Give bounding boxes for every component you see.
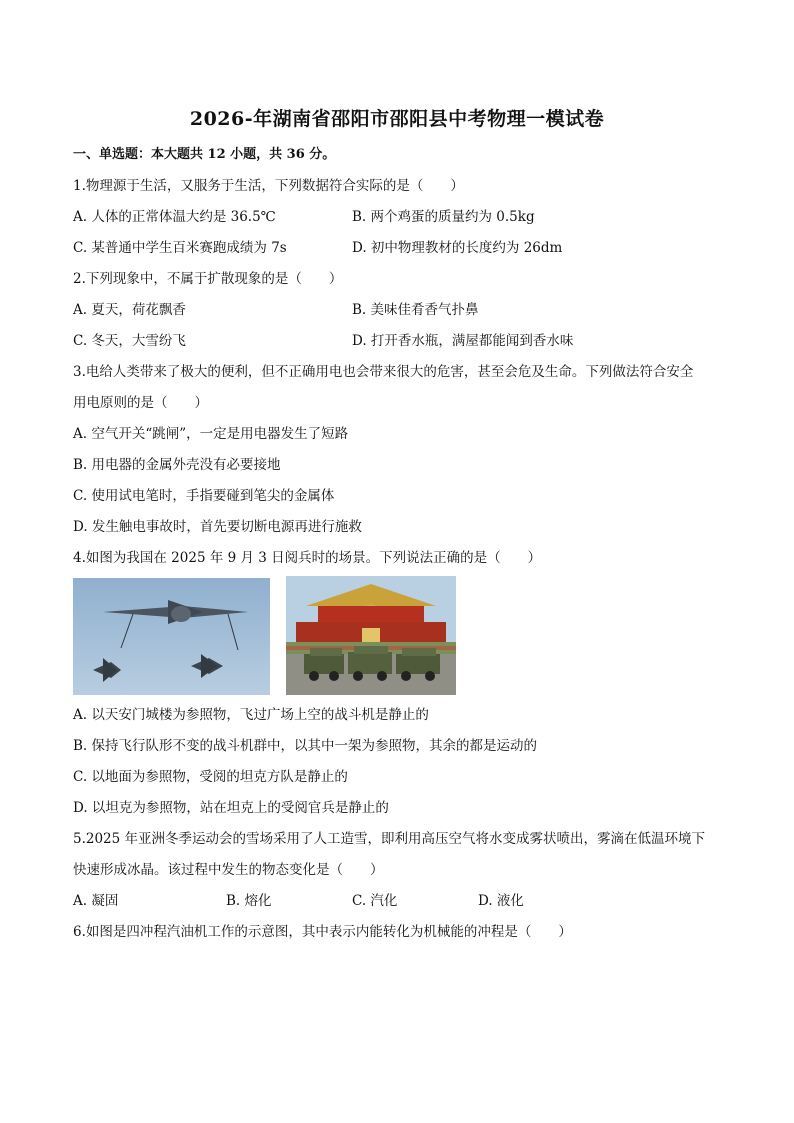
q4-option-a: A. 以天安门城楼为参照物，飞过广场上空的战斗机是静止的 [73, 707, 429, 723]
parade-aircraft-illustration [73, 578, 270, 695]
q1-stem: 1.物理源于生活，又服务于生活，下列数据符合实际的是（ ） [73, 178, 464, 194]
parade-aircraft-photo [73, 578, 270, 695]
q5-option-c: C. 汽化 [352, 893, 398, 909]
q1-option-a: A. 人体的正常体温大约是 36.5℃ [73, 209, 276, 225]
q4-option-c: C. 以地面为参照物，受阅的坦克方队是静止的 [73, 769, 348, 785]
q3-option-a: A. 空气开关“跳闸”，一定是用电器发生了短路 [73, 426, 349, 442]
q2-stem: 2.下列现象中，不属于扩散现象的是（ ） [73, 271, 343, 287]
q2-option-b: B. 美味佳肴香气扑鼻 [352, 302, 479, 318]
q5-stem-line1: 5.2025 年亚洲冬季运动会的雪场采用了人工造雪，即利用高压空气将水变成雾状喷出，雾滴在低温环境下 [73, 831, 706, 847]
q4-stem: 4.如图为我国在 2025 年 9 月 3 日阅兵时的场景。下列说法正确的是（ ） [73, 550, 542, 566]
tiananmen-parade-photo [286, 576, 456, 695]
q5-option-a: A. 凝固 [73, 893, 119, 909]
section-heading: 一、单选题：本大题共 12 小题，共 36 分。 [73, 147, 336, 162]
q5-option-b: B. 熔化 [226, 893, 272, 909]
exam-title: 2026-年湖南省邵阳市邵阳县中考物理一模试卷 [189, 108, 605, 130]
tiananmen-parade-illustration [286, 576, 456, 695]
q6-stem: 6.如图是四冲程汽油机工作的示意图，其中表示内能转化为机械能的冲程是（ ） [73, 924, 572, 940]
q3-option-d: D. 发生触电事故时，首先要切断电源再进行施救 [73, 519, 362, 535]
q5-stem-line2: 快速形成冰晶。该过程中发生的物态变化是（ ） [73, 862, 384, 878]
q1-option-c: C. 某普通中学生百米赛跑成绩为 7s [73, 240, 287, 256]
q4-option-d: D. 以坦克为参照物，站在坦克上的受阅官兵是静止的 [73, 800, 389, 816]
q5-option-d: D. 液化 [478, 893, 524, 909]
q4-option-b: B. 保持飞行队形不变的战斗机群中，以其中一架为参照物，其余的都是运动的 [73, 738, 538, 754]
q3-option-c: C. 使用试电笔时，手指要碰到笔尖的金属体 [73, 488, 335, 504]
q3-stem-line2: 用电原则的是（ ） [73, 395, 208, 411]
q3-stem-line1: 3.电给人类带来了极大的便利，但不正确用电也会带来很大的危害，甚至会危及生命。下列做法符合安全 [73, 364, 694, 380]
q1-option-b: B. 两个鸡蛋的质量约为 0.5kg [352, 209, 535, 225]
q3-option-b: B. 用电器的金属外壳没有必要接地 [73, 457, 281, 473]
q2-option-c: C. 冬天，大雪纷飞 [73, 333, 186, 349]
q1-option-d: D. 初中物理教材的长度约为 26dm [352, 240, 563, 256]
q2-option-d: D. 打开香水瓶，满屋都能闻到香水味 [352, 333, 574, 349]
q2-option-a: A. 夏天，荷花飘香 [73, 302, 186, 318]
